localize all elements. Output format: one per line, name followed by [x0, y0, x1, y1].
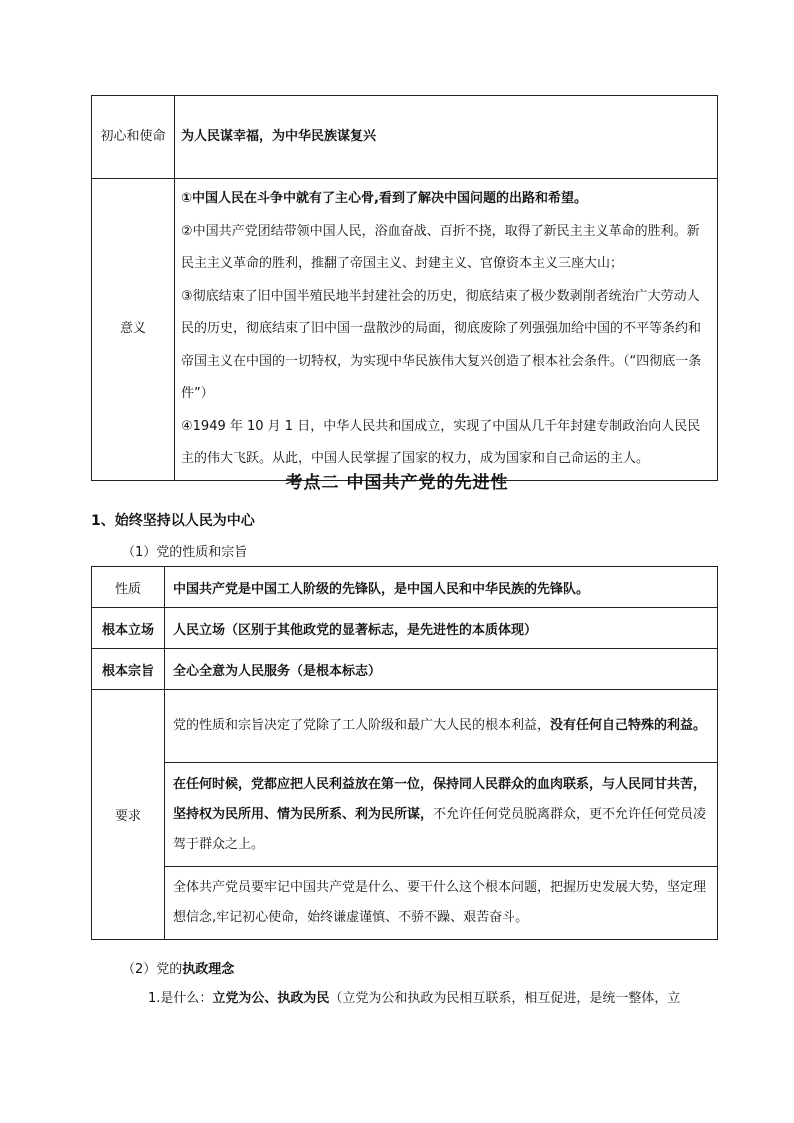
meaning-item-2: ②中国共产党团结带领中国人民，浴血奋战、百折不挠，取得了新民主主义革命的胜利。新民主主义革命的胜利，推翻了帝国主义、封建主义、官僚资本主义三座大山；: [181, 223, 700, 271]
table-row: [92, 763, 718, 867]
table-row: [92, 867, 718, 940]
row-label-mission: 初心和使命: [92, 96, 175, 179]
section-title: 考点二 中国共产党的先进性: [285, 473, 509, 493]
para-1-bold: 立党为公、执政为民: [212, 991, 330, 1006]
table-row: [92, 179, 718, 481]
mission-content: 为人民谋幸福，为中华民族谋复兴: [175, 96, 718, 179]
summary-table: [91, 95, 718, 481]
meaning-content: [175, 179, 718, 481]
row-label-stance: 根本立场: [92, 608, 165, 649]
subheading-2-bold: 执政理念: [182, 962, 235, 977]
row-label-requirements: 要求: [92, 690, 165, 940]
table-row: [92, 690, 718, 763]
subheading-nature-purpose: （1）党的性质和宗旨: [122, 545, 248, 560]
para-1-rest: （立党为公和执政为民相互联系，相互促进，是统一整体，立: [329, 991, 681, 1006]
para-1-prefix: 1.是什么：: [148, 991, 213, 1006]
party-nature-table: [91, 566, 718, 940]
requirement-2-text: 不允许任何党员脱离群众，更不允许任何党员凌驾于群众之上。: [173, 806, 707, 852]
table-row: [92, 96, 718, 179]
requirement-1-bold: 没有任何自己特殊的利益。: [550, 718, 707, 733]
table-row: [92, 567, 718, 608]
heading-1: 1、始终坚持以人民为中心: [91, 513, 255, 529]
row-label-purpose: 根本宗旨: [92, 649, 165, 690]
requirement-3: 全体共产党员要牢记中国共产党是什么、要干什么这个根本问题，把握历史发展大势，坚定理想信念,牢记初心使命，始终谦虚谨慎、不骄不躁、艰苦奋斗。: [165, 867, 718, 940]
purpose-content: 全心全意为人民服务（是根本标志）: [165, 649, 718, 690]
table-row: [92, 608, 718, 649]
requirement-2: [165, 763, 718, 867]
meaning-item-4: ④1949 年 10 月 1 日，中华人民共和国成立，实现了中国从几千年封建专制政治向人民民主的伟大飞跃。从此，中国人民掌握了国家的权力，成为国家和自己命运的主人。: [181, 418, 701, 466]
subheading-2-text: （2）党的: [122, 962, 183, 977]
meaning-item-3: ③彻底结束了旧中国半殖民地半封建社会的历史，彻底结束了极少数剥削者统治广大劳动人民的历史，彻底结束了旧中国一盘散沙的局面，彻底废除了列强强加给中国的不平等条约和帝国主义在中国的一切特权，为实现中华民族伟大复兴创造了根本社会条件。（“四彻底一条件”）: [181, 288, 702, 401]
table-row: [92, 649, 718, 690]
row-label-nature: 性质: [92, 567, 165, 608]
stance-content: 人民立场（区别于其他政党的显著标志，是先进性的本质体现）: [165, 608, 718, 649]
requirement-1-text: 党的性质和宗旨决定了党除了工人阶级和最广大人民的根本利益，: [173, 718, 551, 733]
subheading-governing-philosophy: [122, 958, 234, 977]
paragraph-what-is: [148, 987, 728, 1006]
row-label-meaning: 意义: [92, 179, 175, 481]
meaning-item-1: ①中国人民在斗争中就有了主心骨,看到了解决中国问题的出路和希望。: [181, 191, 587, 206]
requirement-2-bold: 在任何时候，党都应把人民利益放在第一位，保持同人民群众的血肉联系，与人民同甘共苦，坚持权为民所用、情为民所系、利为民所谋，: [173, 776, 707, 822]
requirement-1: [165, 690, 718, 763]
nature-content: 中国共产党是中国工人阶级的先锋队，是中国人民和中华民族的先锋队。: [165, 567, 718, 608]
